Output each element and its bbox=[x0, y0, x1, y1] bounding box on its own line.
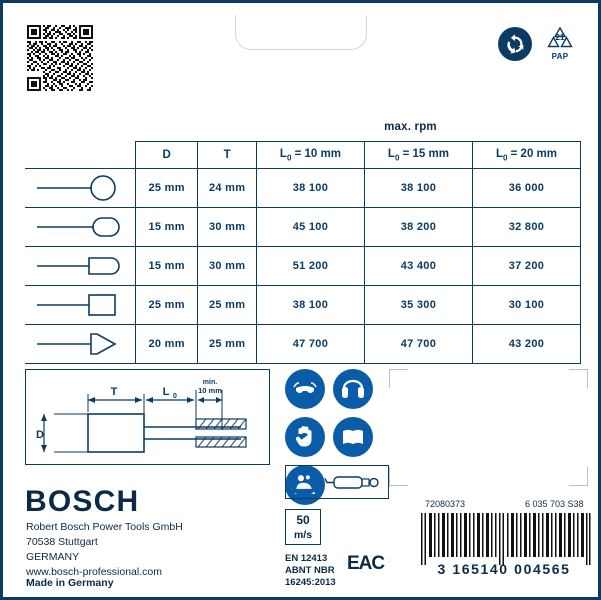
specifications-table bbox=[25, 141, 581, 364]
cone-burr-icon bbox=[25, 325, 135, 364]
cell-l15: 35 300 bbox=[364, 286, 472, 325]
cell-l15: 38 200 bbox=[364, 208, 472, 247]
company-website[interactable]: www.bosch-professional.com bbox=[26, 566, 162, 578]
top-icon-group bbox=[498, 27, 578, 62]
pap-label: PAP bbox=[551, 52, 569, 61]
bosch-logo-text: BOSCH bbox=[25, 485, 140, 518]
crop-mark-bottom-right bbox=[569, 467, 588, 486]
cell-l10: 45 100 bbox=[256, 208, 364, 247]
cell-l15: 38 100 bbox=[364, 169, 472, 208]
cell-l20: 32 800 bbox=[472, 208, 580, 247]
max-speed-box bbox=[285, 509, 321, 545]
cell-t: 25 mm bbox=[198, 286, 257, 325]
cell-t: 30 mm bbox=[198, 208, 257, 247]
cell-l10: 51 200 bbox=[256, 247, 364, 286]
pap-21-recycling-icon bbox=[542, 27, 578, 62]
table-header-row bbox=[25, 142, 581, 169]
table-row bbox=[25, 169, 581, 208]
read-manual-icon bbox=[333, 417, 373, 457]
cell-t: 30 mm bbox=[198, 247, 257, 286]
cell-l10: 38 100 bbox=[256, 169, 364, 208]
svg-text:L: L bbox=[162, 386, 170, 398]
made-in-label: Made in Germany bbox=[26, 577, 114, 589]
table-row bbox=[25, 325, 581, 364]
tool-application-box bbox=[285, 465, 389, 499]
svg-text:min.: min. bbox=[202, 379, 218, 386]
company-city: 70538 Stuttgart bbox=[26, 536, 98, 548]
dust-extraction-icon bbox=[290, 468, 318, 496]
safety-goggles-icon bbox=[285, 369, 325, 409]
company-address bbox=[26, 520, 183, 580]
cell-l20: 43 200 bbox=[472, 325, 580, 364]
header-shape bbox=[25, 142, 135, 169]
cell-l20: 37 200 bbox=[472, 247, 580, 286]
table-row bbox=[25, 286, 581, 325]
cell-l15: 47 700 bbox=[364, 325, 472, 364]
cell-l20: 30 100 bbox=[472, 286, 580, 325]
cell-d: 15 mm bbox=[135, 208, 198, 247]
ean13-barcode bbox=[419, 513, 591, 565]
cell-d: 25 mm bbox=[135, 169, 198, 208]
crop-mark-top-left bbox=[389, 369, 408, 388]
svg-text:10 mm: 10 mm bbox=[198, 386, 222, 395]
label-inner bbox=[17, 17, 584, 589]
cell-l10: 47 700 bbox=[256, 325, 364, 364]
table-row bbox=[25, 208, 581, 247]
mounting-diagram bbox=[25, 369, 270, 465]
cell-l10: 38 100 bbox=[256, 286, 364, 325]
eac-mark: EAC bbox=[347, 553, 385, 574]
qr-code-icon bbox=[27, 25, 93, 91]
standard-line-2: ABNT NBR bbox=[285, 565, 335, 576]
oval-burr-icon bbox=[25, 208, 135, 247]
header-l10: $L_0 = 10$ mm bbox=[256, 142, 364, 169]
company-name: Robert Bosch Power Tools GmbH bbox=[26, 521, 183, 533]
standard-line-3: 16245:2013 bbox=[285, 577, 336, 588]
header-t: T bbox=[198, 142, 257, 169]
crop-mark-bottom-left bbox=[389, 467, 408, 486]
header-l20: $L_0 = 20$ mm bbox=[472, 142, 580, 169]
svg-text:T: T bbox=[110, 386, 118, 398]
ball-burr-icon bbox=[25, 169, 135, 208]
cell-l15: 43 400 bbox=[364, 247, 472, 286]
header-d: D bbox=[135, 142, 198, 169]
max-rpm-header: max. rpm bbox=[384, 121, 437, 133]
pap-number: 21 bbox=[555, 33, 565, 42]
svg-text:0: 0 bbox=[173, 393, 177, 400]
table-row bbox=[25, 247, 581, 286]
recycling-loop-icon bbox=[498, 27, 532, 61]
svg-text:D: D bbox=[36, 429, 44, 441]
protective-gloves-icon bbox=[285, 417, 325, 457]
company-country: GERMANY bbox=[26, 551, 80, 563]
hang-tab-notch bbox=[235, 15, 367, 50]
material-number: 6 035 703 S38 bbox=[525, 499, 584, 509]
header-l15: $L_0 = 15$ mm bbox=[364, 142, 472, 169]
cell-t: 24 mm bbox=[198, 169, 257, 208]
article-number: 72080373 bbox=[425, 499, 466, 509]
crop-mark-top-right bbox=[569, 369, 588, 388]
cell-d: 20 mm bbox=[135, 325, 198, 364]
cell-d: 15 mm bbox=[135, 247, 198, 286]
picto-row-1 bbox=[285, 369, 395, 409]
cylinder-round-nose-burr-icon bbox=[25, 247, 135, 286]
ear-protection-icon bbox=[333, 369, 373, 409]
standard-line-1: EN 12413 bbox=[285, 553, 328, 564]
ean13-digits: 3 165140 004565 bbox=[437, 561, 571, 577]
straight-grinder-icon bbox=[324, 469, 382, 495]
cell-t: 25 mm bbox=[198, 325, 257, 364]
standards-text bbox=[285, 553, 336, 589]
picto-row-2 bbox=[285, 417, 395, 457]
cylinder-burr-icon bbox=[25, 286, 135, 325]
cell-d: 25 mm bbox=[135, 286, 198, 325]
max-speed-value: 50 bbox=[296, 513, 310, 527]
cell-l20: 36 000 bbox=[472, 169, 580, 208]
max-speed-unit: m/s bbox=[293, 529, 313, 541]
